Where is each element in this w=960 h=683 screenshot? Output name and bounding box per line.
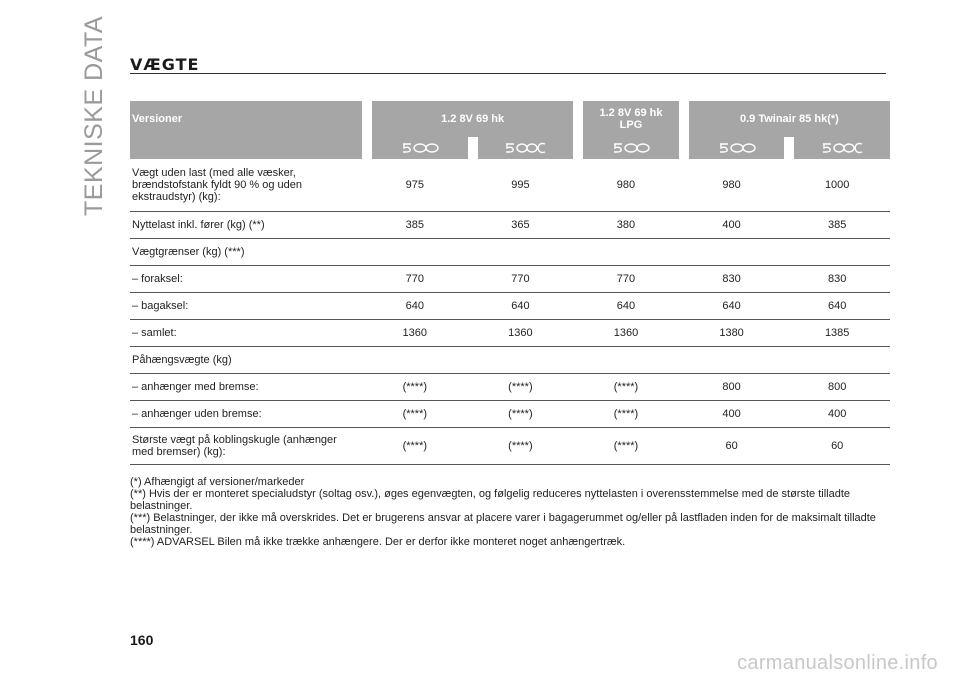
row-value: 640 xyxy=(362,293,468,320)
row-value: 380 xyxy=(573,212,679,239)
table-row xyxy=(130,428,890,465)
logo-row-blank xyxy=(130,137,362,159)
row-value: (****) xyxy=(573,374,679,401)
row-value: 60 xyxy=(679,428,785,465)
row-value: (****) xyxy=(468,401,574,428)
row-value: (****) xyxy=(362,401,468,428)
table-row xyxy=(130,159,890,212)
fiat-500c-logo-icon xyxy=(820,141,864,155)
row-value: 770 xyxy=(468,266,574,293)
row-value: (****) xyxy=(468,374,574,401)
row-value: 800 xyxy=(679,374,785,401)
row-value: 830 xyxy=(784,266,890,293)
row-value xyxy=(679,239,785,266)
row-value: (****) xyxy=(468,428,574,465)
row-value: 975 xyxy=(362,159,468,212)
table-row xyxy=(130,293,890,320)
title-divider xyxy=(130,73,886,74)
table-row xyxy=(130,239,890,266)
header-engine-2 xyxy=(573,101,679,137)
footnote: (*) Afhængigt af versioner/markeder xyxy=(130,476,305,488)
header-engine-1: 1.2 8V 69 hk xyxy=(362,101,573,137)
row-value: 640 xyxy=(573,293,679,320)
row-value xyxy=(468,347,574,374)
row-value: 830 xyxy=(679,266,785,293)
row-value: 1360 xyxy=(468,320,574,347)
fiat-500-logo-icon xyxy=(611,141,651,155)
row-value: 640 xyxy=(784,293,890,320)
table-row xyxy=(130,401,890,428)
row-value xyxy=(679,347,785,374)
header-engine-3: 0.9 Twinair 85 hk(*) xyxy=(679,101,890,137)
table-row xyxy=(130,266,890,293)
model-logo xyxy=(573,137,679,159)
row-value: 800 xyxy=(784,374,890,401)
row-value: (****) xyxy=(362,428,468,465)
table-row xyxy=(130,212,890,239)
watermark: carmanualsonline.info xyxy=(737,652,938,674)
header-engine-2-line1: 1.2 8V 69 hk xyxy=(599,107,663,119)
row-label: Vægt uden last (med alle væsker, brændstofstank fyldt 90 % og uden ekstraudstyr) (kg): xyxy=(130,159,362,212)
row-value xyxy=(468,239,574,266)
row-value xyxy=(784,239,890,266)
row-value xyxy=(573,239,679,266)
table-row xyxy=(130,320,890,347)
row-label: Påhængsvægte (kg) xyxy=(130,347,362,374)
row-label: – bagaksel: xyxy=(130,293,362,320)
fiat-500-logo-icon xyxy=(400,141,440,155)
row-value: 400 xyxy=(679,401,785,428)
row-value: 770 xyxy=(362,266,468,293)
row-value: (****) xyxy=(573,428,679,465)
weights-table xyxy=(130,101,890,465)
row-value: 1360 xyxy=(573,320,679,347)
row-value: 640 xyxy=(468,293,574,320)
row-value: 385 xyxy=(362,212,468,239)
row-value: 1000 xyxy=(784,159,890,212)
footnote: (****) ADVARSEL Bilen må ikke trække anhængere. Der er derfor ikke monteret noget anhængertræk. xyxy=(130,536,626,548)
row-value: 1360 xyxy=(362,320,468,347)
row-value: 770 xyxy=(573,266,679,293)
model-logo xyxy=(362,137,468,159)
row-label: Nyttelast inkl. fører (kg) (**) xyxy=(130,212,362,239)
row-value: (****) xyxy=(362,374,468,401)
section-title: VÆGTE xyxy=(130,55,200,74)
row-label: – foraksel: xyxy=(130,266,362,293)
fiat-500c-logo-icon xyxy=(503,141,547,155)
footnote: (***) Belastninger, der ikke må overskrides. Det er brugerens ansvar at placere varer i bagagerummet og/eller på lastfladen inden for de maksimalt tilladte belastninger. xyxy=(130,512,876,536)
row-value: 60 xyxy=(784,428,890,465)
row-value: 365 xyxy=(468,212,574,239)
header-engine-2-line2: LPG xyxy=(619,119,643,131)
model-logo-row xyxy=(130,137,890,159)
side-section-title-text: TEKNISKE DATA xyxy=(80,15,108,216)
row-label: – anhænger med bremse: xyxy=(130,374,362,401)
row-label: Største vægt på koblingskugle (anhænger med bremser) (kg): xyxy=(130,428,362,465)
page-number: 160 xyxy=(130,632,154,648)
row-value: 995 xyxy=(468,159,574,212)
row-value: 1385 xyxy=(784,320,890,347)
row-value xyxy=(362,347,468,374)
row-value: (****) xyxy=(573,401,679,428)
row-value: 385 xyxy=(784,212,890,239)
table-header-row xyxy=(130,101,890,137)
footnote: (**) Hvis der er monteret specialudstyr (soltag osv.), øges egenvægten, og følgelig reduceres nyttelasten i overensstemmelse med de største tilladte belastninger. xyxy=(130,488,851,512)
fiat-500-logo-icon xyxy=(717,141,757,155)
model-logo xyxy=(468,137,574,159)
row-value xyxy=(362,239,468,266)
row-value xyxy=(784,347,890,374)
header-versions: Versioner xyxy=(130,101,362,137)
row-label: – samlet: xyxy=(130,320,362,347)
footnotes xyxy=(130,476,890,548)
model-logo xyxy=(784,137,890,159)
row-label: Vægtgrænser (kg) (***) xyxy=(130,239,362,266)
row-label: – anhænger uden bremse: xyxy=(130,401,362,428)
table-body xyxy=(130,159,890,465)
row-value xyxy=(573,347,679,374)
row-value: 980 xyxy=(573,159,679,212)
table-row xyxy=(130,374,890,401)
row-value: 980 xyxy=(679,159,785,212)
row-value: 1380 xyxy=(679,320,785,347)
row-value: 640 xyxy=(679,293,785,320)
row-value: 400 xyxy=(784,401,890,428)
model-logo xyxy=(679,137,785,159)
table-row xyxy=(130,347,890,374)
row-value: 400 xyxy=(679,212,785,239)
